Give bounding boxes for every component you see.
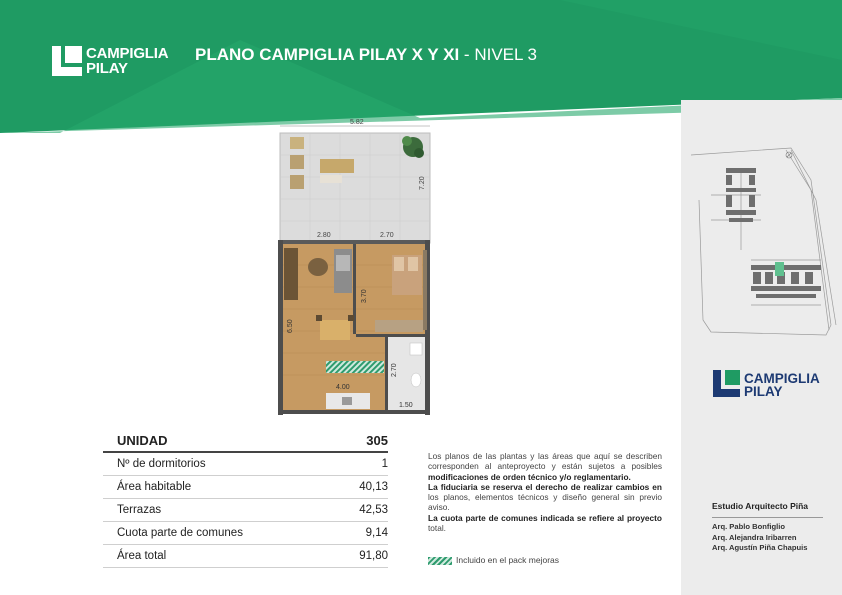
dim-bottom-left: 4.00 [336,384,350,391]
note-text: total. [428,523,446,534]
legend-label: Incluido en el pack mejoras [456,555,560,565]
note-bold: La cuota parte de comunes indicada se refiere al proyecto [428,512,662,523]
brand-logo-text [86,46,168,76]
row-label: Nº de dormitorios [117,458,206,470]
note-text: Los planos de las plantas y las áreas que aquí se describen corresponden al anteproyecto y están sujetos a posibles [428,451,662,472]
note-bold: La fiduciaria se reserva el derecho de realizar cambios en [428,481,662,492]
floor-plan-drawing [270,115,440,420]
row-value: 40,13 [359,481,388,493]
row-label: Terrazas [117,504,162,516]
dim-bath-height: 2.70 [391,363,398,377]
sidebar-panel [681,100,842,595]
row-value: 1 [381,458,388,470]
table-row [103,476,388,499]
unit-table [103,430,388,568]
sidebar-brand-line-1: CAMPIGLIA [744,371,820,386]
dim-bedroom-height: 3.70 [361,289,368,303]
dim-bottom-right: 1.50 [399,402,413,409]
sidebar-brand-line-2: PILAY [744,384,783,399]
table-row [103,499,388,522]
dim-left-segment: 2.80 [317,232,331,239]
site-plan-map [681,140,842,380]
dim-left-height: 6.50 [287,319,294,333]
note-bold: modificaciones de orden técnico y/o reglamentario. [428,471,631,482]
table-row [103,522,388,545]
note-paragraph [428,482,662,513]
title-separator: - [459,45,475,64]
brand-logo-icon [52,46,82,76]
row-label: Cuota parte de comunes [117,527,243,539]
brand-line-2: PILAY [86,60,128,77]
table-header-value: 305 [366,433,388,448]
dim-right-segment: 2.70 [380,232,394,239]
table-row [103,545,388,568]
row-label: Área habitable [117,481,192,493]
table-header-label: UNIDAD [117,433,168,448]
title-main: PLANO CAMPIGLIA PILAY X Y XI [195,45,460,64]
disclaimer-notes [428,451,662,533]
architect-item: Arq. Pablo Bonfiglio [712,522,785,531]
hatch-swatch-icon [428,557,452,565]
studio-name: Estudio Arquitecto Piña [712,501,823,518]
title-level: NIVEL 3 [474,45,537,64]
row-value: 91,80 [359,550,388,562]
note-paragraph [428,451,662,482]
table-row [103,453,388,476]
row-value: 9,14 [365,527,388,539]
legend [428,555,559,565]
row-value: 42,53 [359,504,388,516]
page-title [195,45,537,65]
dim-top: 5.82 [350,119,364,126]
floor-plan [270,115,440,420]
mejoras-hatch [326,361,384,373]
sidebar-logo-text [744,372,820,398]
note-paragraph [428,513,662,534]
table-header-row [103,430,388,453]
row-label: Área total [117,550,167,562]
brand-line-1: CAMPIGLIA [86,45,169,62]
sidebar-logo-icon [713,370,740,397]
note-text: los planos, elementos técnicos y diseño general sin previo aviso. [428,492,662,513]
architect-item: Arq. Alejandra Iribarren [712,532,797,542]
dim-terrace-height: 7.20 [419,176,426,190]
architect-item: Arq. Agustín Piña Chapuis [712,543,808,552]
architects-list [712,522,808,554]
